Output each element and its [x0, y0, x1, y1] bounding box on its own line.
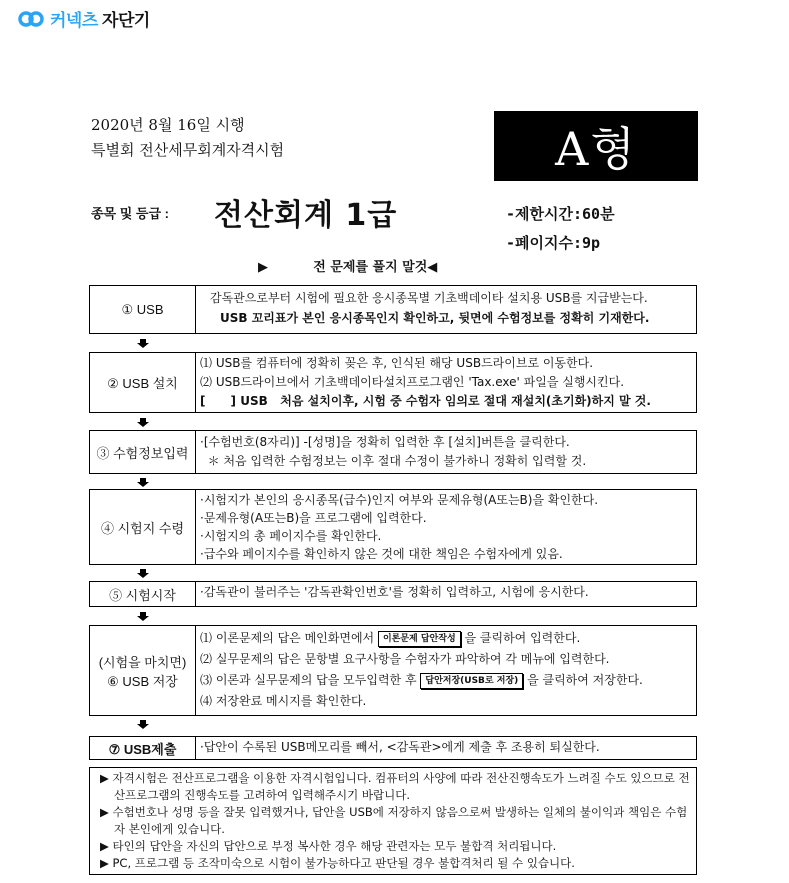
- subject-value: 전산회계 1급: [214, 198, 398, 233]
- exam-date: 2020년 8월 16일 시행: [91, 116, 245, 134]
- step-receive-paper: [89, 489, 697, 565]
- down-arrow-icon: [137, 569, 149, 577]
- step-line-text: 을 클릭하여 저장한다.: [527, 673, 643, 687]
- step-usb-install: [89, 352, 697, 413]
- step-line-text: ⑴ 이론문제의 답은 메인화면에서: [200, 631, 375, 645]
- step-line-text: ⑶ 이론과 실무문제의 답을 모두입력한 후: [200, 673, 417, 687]
- step-label-line: (시험을 마치면): [98, 654, 187, 670]
- step-line: [200, 670, 692, 691]
- step-line: [ ] USB 처음 설치이후, 시험 중 수험자 임의로 절대 재설치(초기화)하지 말 것.: [200, 394, 651, 408]
- brand-logo[interactable]: [18, 6, 150, 31]
- step-line: ·시험지의 총 페이지수를 확인한다.: [200, 529, 382, 543]
- step-save-usb: [89, 625, 697, 716]
- page-count: -페이지수:9p: [506, 234, 601, 252]
- step-line: ·[수험번호(8자리)] -[성명]을 정확히 입력한 후 [설치]버튼을 클릭한다.: [200, 435, 570, 449]
- step-line: 감독관으로부터 시험에 필요한 응시종목별 기초백데이타 설치용 USB를 지급받는다.: [210, 291, 648, 305]
- down-arrow-icon: [137, 720, 149, 728]
- down-arrow-icon: [137, 612, 149, 620]
- note-item: ▶ PC, 프로그램 등 조작미숙으로 시험이 불가능하다고 판단될 경우 불합격처리 될 수 있습니다.: [100, 856, 575, 870]
- step-start-exam: [89, 581, 697, 607]
- step-line: ·감독관이 불러주는 '감독관확인번호'를 정확히 입력하고, 시험에 응시한다.: [200, 585, 589, 599]
- subject-label: 종목 및 등급 :: [91, 206, 169, 221]
- step-submit-usb: [89, 736, 697, 760]
- step-line: [200, 628, 692, 649]
- step-line: ⑵ USB드라이브에서 기초백데이타설치프로그램인 'Tax.exe' 파일을 실행시킨다.: [200, 375, 625, 389]
- step-label: ⑦ USB제출: [90, 737, 196, 759]
- down-arrow-icon: [137, 339, 149, 347]
- note-item: ▶ 타인의 답안을 자신의 답안으로 부정 복사한 경우 해당 관련자는 모두 불합격 처리됩니다.: [100, 839, 557, 853]
- down-arrow-icon: [137, 478, 149, 486]
- step-label: ④ 시험지 수령: [90, 490, 196, 564]
- theory-answer-button[interactable]: 이론문제 답안작성: [378, 631, 461, 647]
- logo-icon: [18, 9, 44, 29]
- notes-box: [89, 767, 697, 875]
- down-arrow-icon: [137, 418, 149, 426]
- step-label: ① USB: [90, 286, 196, 333]
- save-answer-button[interactable]: 답안저장(USB로 저장): [420, 673, 523, 689]
- step-label: ⑤ 시험시작: [90, 582, 196, 606]
- note-item: ▶ 수험번호나 성명 등을 잘못 입력했거나, 답안을 USB에 저장하지 않음으로써 발생하는 일체의 불이익과 책임은 수험자 본인에게 있습니다.: [100, 805, 688, 836]
- exam-type-box: A형: [494, 111, 698, 181]
- note-item: ▶ 자격시험은 전산프로그램을 이용한 자격시험입니다. 컴퓨터의 사양에 따라 전산진행속도가 느려질 수도 있으므로 전산프로그램의 진행속도를 고려하여 입력해주시기 바랍니다.: [100, 771, 690, 802]
- logo-product: 자단기: [102, 11, 150, 30]
- step-usb: [89, 285, 697, 334]
- step-line: ·문제유형(A또는B)을 프로그램에 입력한다.: [200, 511, 427, 525]
- logo-text: [50, 6, 150, 31]
- step-label-line: ⑥ USB 저장: [107, 673, 178, 689]
- step-line: ⑵ 실무문제의 답은 문항별 요구사항을 수험자가 파악하여 각 메뉴에 입력한다.: [200, 652, 610, 666]
- step-label: ② USB 설치: [90, 353, 196, 412]
- step-line: ⑷ 저장완료 메시지를 확인한다.: [200, 694, 367, 708]
- logo-brand: 커넥츠: [50, 11, 98, 30]
- step-line: ·답안이 수록된 USB메모리를 빼서, <감독관>에게 제출 후 조용히 퇴실한다.: [200, 740, 600, 754]
- notice-line: ▶ 전 문제를 풀지 말것◀: [258, 260, 438, 275]
- step-exam-info: [89, 430, 697, 474]
- step-line: ·시험지가 본인의 응시종목(급수)인지 여부와 문제유형(A또는B)을 확인한다.: [200, 493, 599, 507]
- step-line: USB 꼬리표가 본인 응시종목인지 확인하고, 뒷면에 수험정보를 정확히 기재한다.: [220, 311, 650, 325]
- step-line-text: 을 클릭하여 입력한다.: [464, 631, 581, 645]
- step-line: ·급수와 페이지수를 확인하지 않은 것에 대한 책임은 수험자에게 있음.: [200, 547, 563, 561]
- step-line: ⑴ USB를 컴퓨터에 정확히 꽂은 후, 인식된 해당 USB드라이브로 이동한다.: [200, 356, 594, 370]
- exam-name: 특별회 전산세무회계자격시험: [91, 141, 285, 159]
- step-label: ③ 수험정보입력: [90, 431, 196, 473]
- time-limit: -제한시간:60분: [506, 205, 615, 223]
- step-line: ＊ 처음 입력한 수험정보는 이후 절대 수정이 불가하니 정확히 입력할 것.: [200, 454, 587, 468]
